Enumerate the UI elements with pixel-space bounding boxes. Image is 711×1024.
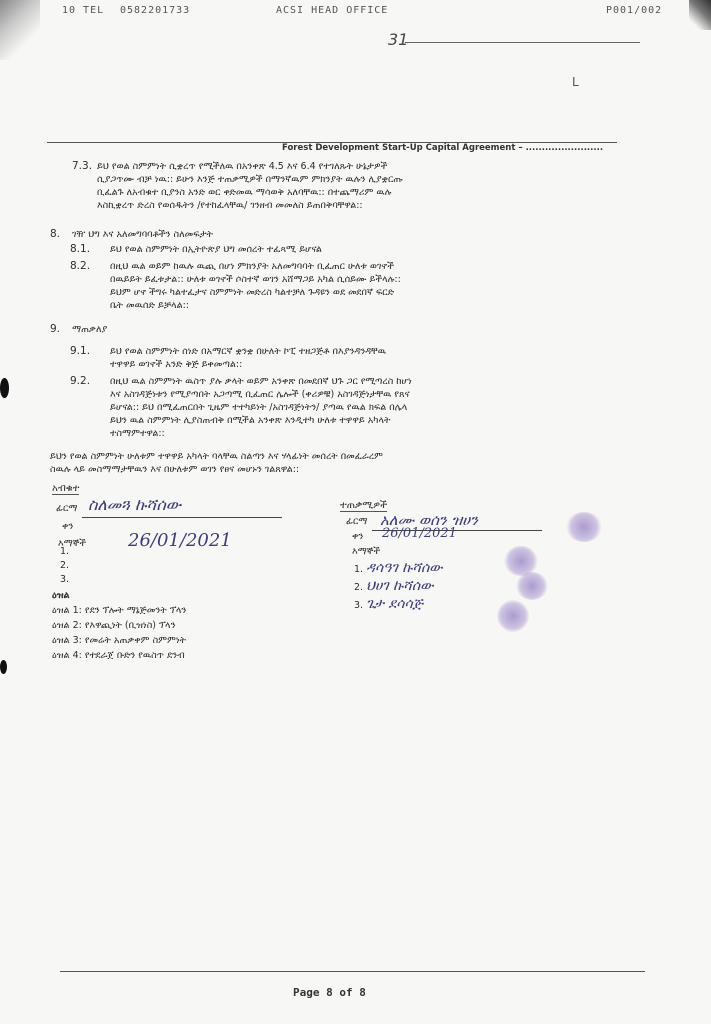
- text-line: ሲያጋጥሙ ብቻ ነዉ:: ይሁን እንጅ ተጠቃሚዎች በማንኛዉም ምክንያት ዉሉን ሊያቋርጡ: [97, 174, 403, 185]
- text-line: ይህን ዉል ስምምነት ሊያስጠብቅ በሚችል አንቀጽ እንዲተካ ሁለቱ ተዋዋይ አካላት: [110, 415, 391, 426]
- fax-office: ACSI HEAD OFFICE: [276, 5, 389, 16]
- text-line: ቤት መዉሰድ ይቻላል::: [110, 300, 190, 311]
- text-line: ገዥ ህግ እና አለመግባባቶችን ስለመፍታት: [72, 229, 214, 240]
- left-date: 26/01/2021: [128, 530, 232, 551]
- section-number: 9.: [50, 323, 61, 335]
- text-line: ቢፈልጉ ለአብቁተ ቢያንስ አንድ ወር ቀድመዉ ማሳወቅ አለባቸዉ:: በተጨማሪም ዉሉ: [97, 187, 392, 198]
- fingerprint-stamp: [566, 512, 602, 542]
- witness-number: 3.: [60, 574, 70, 585]
- left-witness-label: እማኞች: [58, 538, 87, 549]
- witness-number: 3.: [354, 600, 364, 611]
- section-number: 9.1.: [70, 345, 91, 357]
- text-line: ይሆናል:: ይህ በሚፈጠርበት ጊዜም ተተካይነት /አስገዳጅነትን/ ያጣዉ የዉል ክፍል በሌላ: [110, 402, 408, 413]
- witness-number: 2.: [354, 582, 364, 593]
- left-party-heading: አብቁተ: [52, 483, 80, 494]
- text-line: ይህ የወል ስምምነት ሰነድ በአማርኛ ቋንቋ በሁለት ኮፒ ተዘጋጅቶ በእያንዳንዳቸዉ: [110, 346, 386, 357]
- text-line: ተዋዋይ ወገኖች አንድ ቅጅ ይቀመጣል::: [110, 359, 243, 370]
- text-line: በዚህ ዉል ወይም ከዉሉ ዉጪ በሆነ ምክንያት አለመግባባት ቢፈጠር ሁለቱ ወገኖች: [110, 261, 394, 272]
- fax-page: P001/002: [606, 5, 663, 16]
- witness-number: 1.: [60, 546, 70, 557]
- section-number: 9.2.: [70, 375, 91, 387]
- section-8-2: [110, 260, 630, 312]
- section-9-2: [110, 375, 635, 440]
- left-sign-label: ፊርማ: [56, 503, 78, 514]
- fax-tel-label: 10 TEL: [62, 5, 105, 16]
- text-line: ማጠቃለያ: [72, 324, 108, 335]
- annex-item: ዕዝል 1: የደን ፕሎት ማኔጅመንት ፕላን: [52, 605, 187, 616]
- text-line: እና አስገዳጅነቱን የሚያጣበት አጋጣሚ ቢፈጠር ሌሎች (ቀሪዎቹ) አስገዳጅነታቸዉ የጸና: [110, 389, 410, 400]
- left-signature: ስለመጓ ኩሻሰው: [88, 495, 182, 514]
- right-sign-label: ፊርማ: [346, 516, 368, 527]
- section-number: 8.1.: [70, 243, 91, 255]
- section-number: 8.2.: [70, 260, 91, 272]
- left-sign-row: [56, 503, 77, 514]
- annex-item: ዕዝል 2: የእዋጪነት (ቢዝነስ) ፕላን: [52, 620, 176, 631]
- text-line: ይህን የወል ስምምነት ሁለቱም ተዋዋይ አካላት ባላቸዉ ስልጣን እና ሃላፊነት መሰረት በመፈራረም: [50, 451, 383, 462]
- right-signature: አለሙ ወሰን ዝሀን: [380, 511, 478, 529]
- ref-underline: [405, 42, 640, 43]
- left-witness-list: [60, 546, 69, 588]
- fax-number: 0582201733: [120, 5, 191, 16]
- section-number: 8.: [50, 228, 61, 240]
- right-witness-list: [354, 560, 443, 614]
- footer-rule: [60, 971, 645, 972]
- section-8-heading: [72, 228, 572, 241]
- witness-row: [354, 560, 443, 578]
- section-9-1: [110, 345, 630, 371]
- text-line: ስዉሉ ላይ መስማማታቸዉን እና በሁለቱም ወገን የፀና መሆኑን ገልጸዋል::: [50, 464, 300, 475]
- left-date-label: ቀን: [62, 521, 74, 532]
- section-8-1: [110, 243, 610, 256]
- section-number: 7.3.: [72, 160, 93, 172]
- text-line: በዉይይት ይፈቱታል:: ሁለቱ ወገኖች ሶስተኛ ወገን አሸማጋይ አካል ሲሰይሙ ይችላሉ::: [110, 274, 401, 285]
- fax-header: [0, 2, 711, 22]
- right-party-heading: ተጠቃሚዎች: [340, 500, 388, 511]
- handwritten-ref-number: 31: [388, 30, 409, 49]
- text-line: ይህ የወል ስምምነት በኢትዮጵያ ህግ መሰረት ተፈጻሚ ይሆናል: [110, 244, 322, 255]
- witness-number: 1.: [354, 564, 364, 575]
- corner-mark: L: [572, 75, 579, 89]
- document-title: Forest Development Start-Up Capital Agreement – ........................: [282, 143, 604, 153]
- fingerprint-stamp: [497, 600, 529, 632]
- punch-hole: [0, 660, 7, 674]
- page-number: Page 8 of 8: [293, 986, 366, 999]
- right-date: 26/01/2021: [382, 526, 457, 541]
- witness-signature: ህሀገ ኩሻሰው: [366, 578, 434, 594]
- text-line: ተስማምተዋል::: [110, 428, 165, 439]
- annex-item: ዕዝል 3: የመሬት አጠቃቀም ስምምነት: [52, 635, 187, 646]
- witness-row: [354, 578, 443, 596]
- text-line: እስኪቋረጥ ድረስ የወሰዱትን /የተከፈላቸዉ/ ገንዘብ መመለስ ይጠበቅባቸዋል::: [97, 200, 363, 211]
- text-line: ይህ የወል ስምምነት ሲቋረጥ የሚችለዉ በአንቀጽ 4.5 እና 6.4 የተገለጹት ሁኔታዎች: [97, 161, 388, 172]
- closing-statement: [50, 450, 610, 476]
- witness-row: [354, 596, 443, 614]
- punch-hole: [0, 378, 9, 398]
- section-7-3: [97, 160, 627, 212]
- annex-heading: ዕዝል: [52, 590, 70, 601]
- witness-signature: ዳሳዓገ ኩሻሰው: [366, 560, 443, 576]
- right-date-label: ቀን: [352, 531, 364, 542]
- witness-signature: ጌታ ደሳሳጅ: [366, 596, 424, 612]
- section-9-heading: [72, 323, 372, 336]
- annex-item: ዕዝል 4: የተደራጀ ቡድን የዉስጥ ደንብ: [52, 650, 185, 661]
- fingerprint-stamp: [516, 572, 548, 600]
- witness-number: 2.: [60, 560, 70, 571]
- annex-block: [52, 590, 186, 665]
- left-party-block: [52, 483, 79, 495]
- text-line: በዚህ ዉል ስምምነት ዉስጥ ያሉ ቃላት ወይም አንቀጽ በመደበኛ ህጉ ጋር የሚጣረስ ከሆነ: [110, 376, 412, 387]
- left-sign-line: [82, 517, 282, 518]
- text-line: ይህም ሆኖ ችግሩ ካልተፈታና ስምምነት መድረስ ካልተቻለ ጉዳዩን ወደ መደበኛ ፍርድ: [110, 287, 395, 298]
- right-witness-label: እማኞች: [352, 546, 381, 557]
